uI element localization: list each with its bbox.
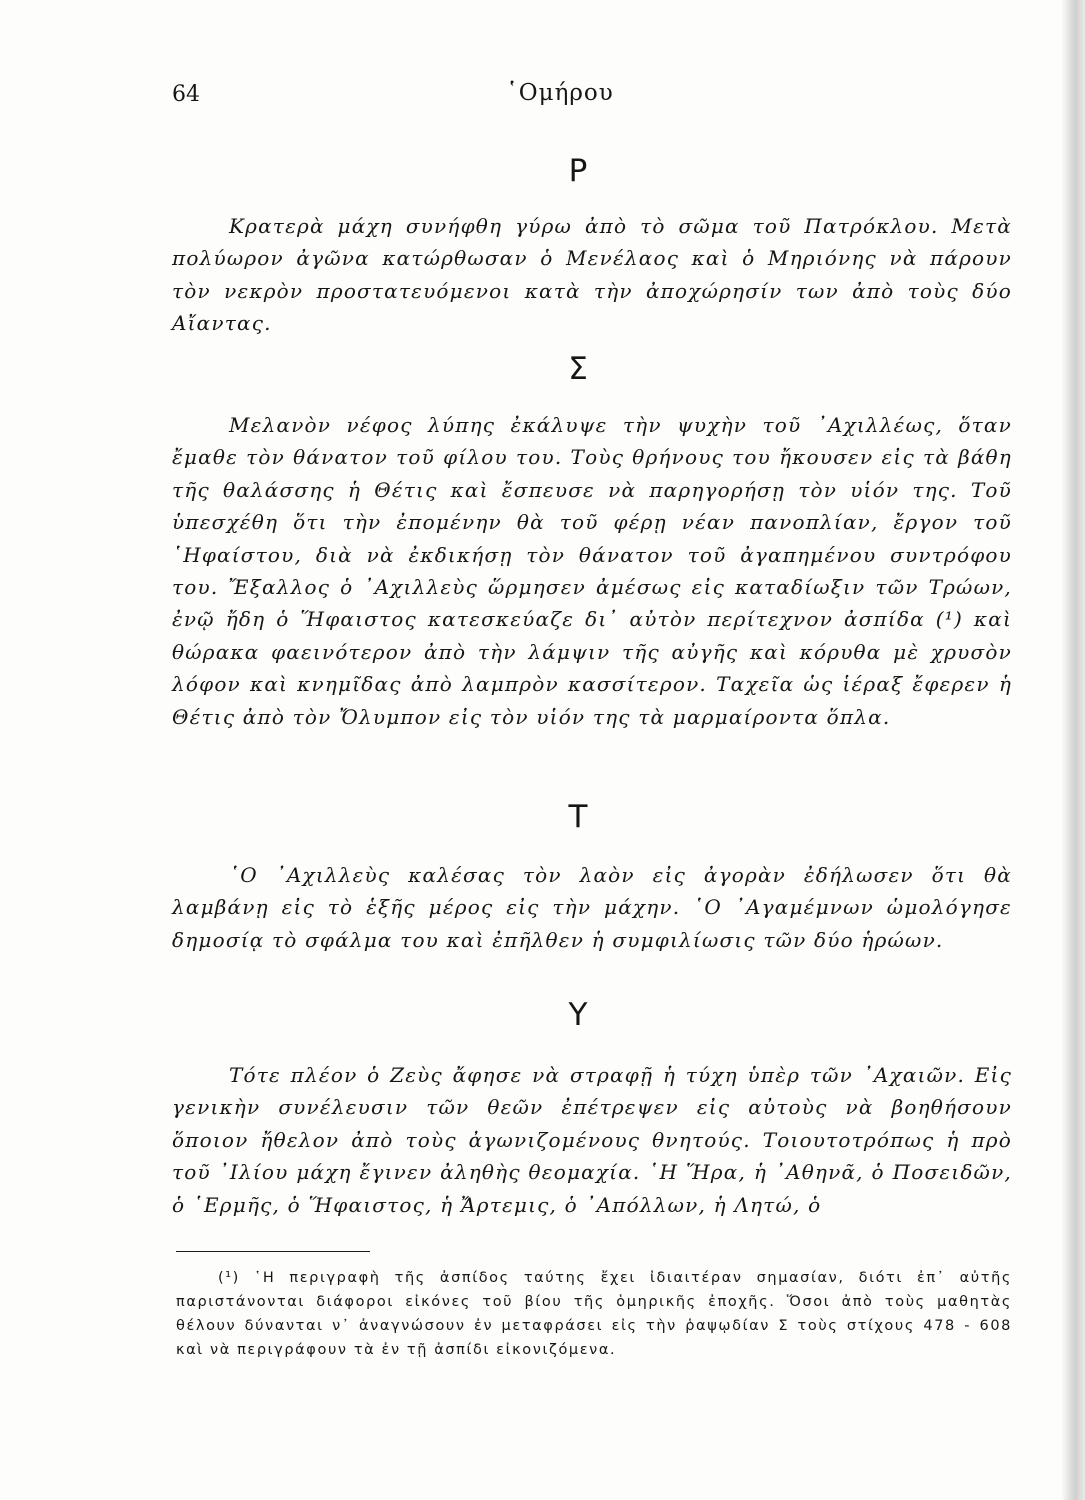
section-text-tau: ῾Ο ᾿Αχιλλεὺς καλέσας τὸν λαὸν εἰς ἀγορὰν ἐδήλωσεν ὅτι θὰ λαμβάνῃ εἰς τὸ ἑξῆς μέρος εἰς τὴν μάχην. ῾Ο ᾿Αγαμέμνων ὡμολόγησε δημοσίᾳ τὸ σφάλμα του καὶ ἐπῆλθεν ἡ συμφιλίωσις τῶν δύο ἡρώων. xyxy=(172,863,1012,952)
page-edge-shadow xyxy=(1061,0,1085,1500)
section-heading-tau: T xyxy=(568,799,588,835)
footnote-divider xyxy=(176,1251,370,1252)
section-heading-rho: P xyxy=(568,153,588,189)
section-text-upsilon: Τότε πλέον ὁ Ζεὺς ἄφησε νὰ στραφῇ ἡ τύχη ὑπὲρ τῶν ᾿Αχαιῶν. Εἰς γενικὴν συνέλευσιν τῶν θεῶν ἐπέτρεψεν εἰς αὐτοὺς νὰ βοηθήσουν ὅποιον ἤθελον ἀπὸ τοὺς ἀγωνιζομένους θνητούς. Τοιουτοτρόπως ἡ πρὸ τοῦ ᾿Ιλίου μάχη ἔγινεν ἀληθὴς θεομαχία. ῾Η Ἥρα, ἡ ᾿Αθηνᾶ, ὁ Ποσειδῶν, ὁ ῾Ερμῆς, ὁ Ἥφαιστος, ἡ Ἄρτεμις, ὁ ᾿Απόλλων, ἡ Λητώ, ὁ xyxy=(172,1063,1012,1217)
section-heading-upsilon: Y xyxy=(568,997,588,1033)
page-number: 64 xyxy=(172,82,200,107)
footnote xyxy=(176,1266,1012,1362)
footnote-text: ῾Η περιγραφὴ τῆς ἀσπίδος ταύτης ἔχει ἰδιαιτέραν σημασίαν, διότι ἐπ᾿ αὐτῆς παριστάνονται διάφοροι εἰκόνες τοῦ βίου τῆς ὁμηρικῆς ἐποχῆς. Ὅσοι ἀπὸ τοὺς μαθητὰς θέλουν δύνανται ν᾿ ἀναγνώσουν ἐν μεταφράσει εἰς τὴν ῥαψῳδίαν Σ τοὺς στίχους 478 - 608 καὶ νὰ περιγράφουν τὰ ἐν τῇ ἀσπίδι εἰκονιζόμενα. xyxy=(176,1270,1012,1358)
section-text-sigma: Μελανὸν νέφος λύπης ἐκάλυψε τὴν ψυχὴν τοῦ ᾿Αχιλλέως, ὅταν ἔμαθε τὸν θάνατον τοῦ φίλου του. Τοὺς θρήνους του ἤκουσεν εἰς τὰ βάθη τῆς θαλάσσης ἡ Θέτις καὶ ἔσπευσε νὰ παρηγορήσῃ τὸν υἱόν της. Τοῦ ὑπεσχέθη ὅτι τὴν ἐπομένην θὰ τοῦ φέρῃ νέαν πανοπλίαν, ἔργον τοῦ ῾Ηφαίστου, διὰ νὰ ἐκδικήσῃ τὸν θάνατον τοῦ ἀγαπημένου συντρόφου του. Ἔξαλλος ὁ ᾿Αχιλλεὺς ὥρμησεν ἀμέσως εἰς καταδίωξιν τῶν Τρώων, ἐνῷ ἤδη ὁ Ἥφαιστος κατεσκεύαζε δι᾿ αὐτὸν περίτεχνον ἀσπίδα (¹) καὶ θώρακα φαεινότερον ἀπὸ τὴν λάμψιν τῆς αὐγῆς καὶ κόρυθα μὲ χρυσὸν λόφον καὶ κνημῖδας ἀπὸ λαμπρὸν κασσίτερον. Ταχεῖα ὡς ἱέραξ ἔφερεν ἡ Θέτις ἀπὸ τὸν Ὄλυμπον εἰς τὸν υἱόν της τὰ μαρμαίροντα ὅπλα. xyxy=(172,413,1012,729)
section-text-rho: Κρατερὰ μάχη συνήφθη γύρω ἀπὸ τὸ σῶμα τοῦ Πατρόκλου. Μετὰ πολύωρον ἀγῶνα κατώρθωσαν ὁ Μενέλαος καὶ ὁ Μηριόνης νὰ πάρουν τὸν νεκρὸν προστατευόμενοι κατὰ τὴν ἀποχώρησίν των ἀπὸ τοὺς δύο Αἴαντας. xyxy=(172,214,1012,336)
section-heading-sigma: Σ xyxy=(568,351,588,387)
footnote-marker: (¹) xyxy=(218,1270,240,1286)
running-title: ῾Ομήρου xyxy=(506,80,614,106)
